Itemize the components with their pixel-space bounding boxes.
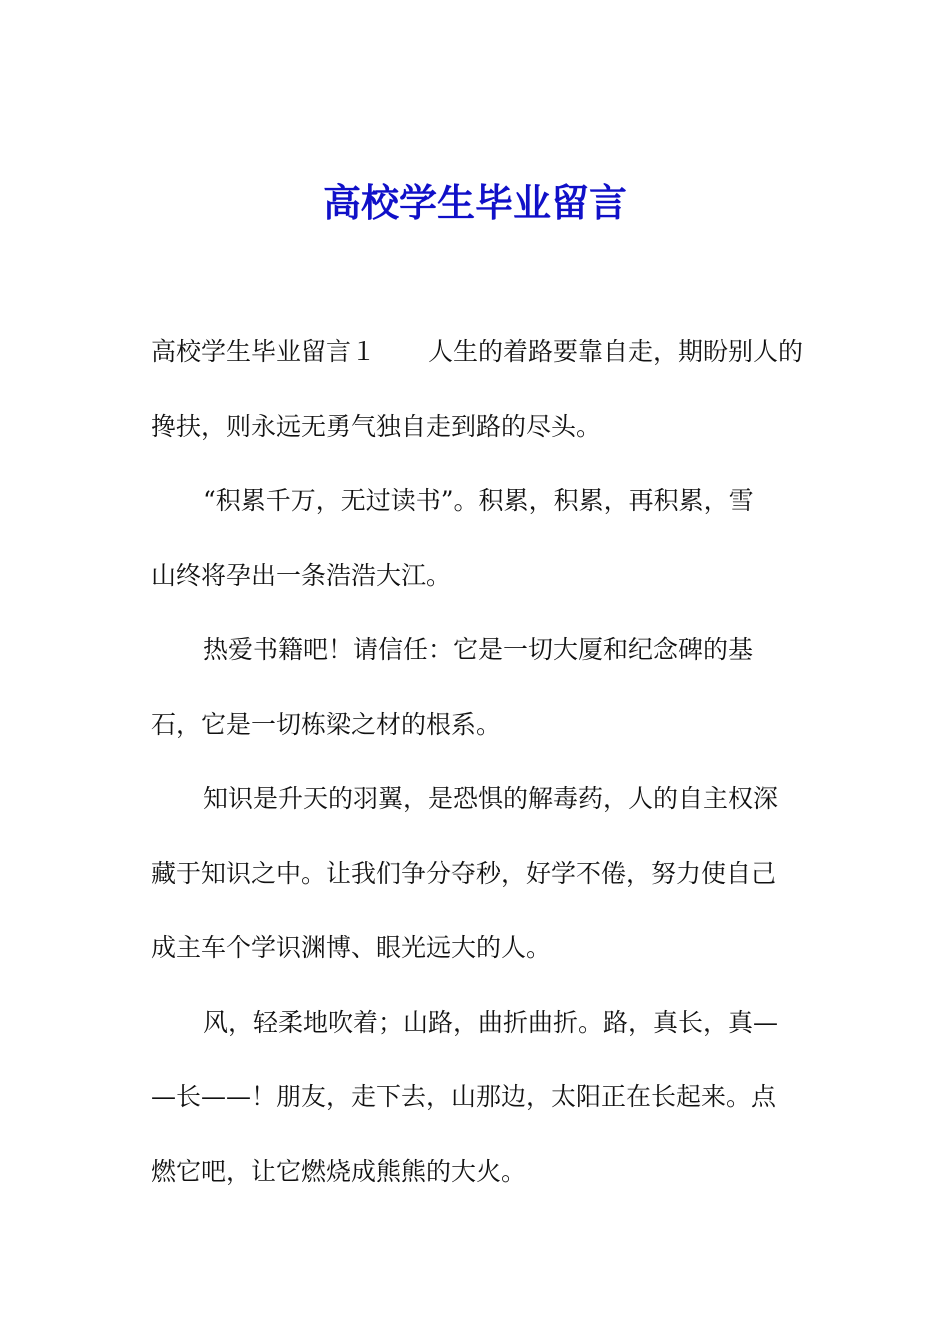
paragraph-line: 燃它吧，让它燃烧成熊熊的大火。 [151,1157,527,1186]
document-title: 高校学生毕业留言 [322,180,627,225]
paragraph-line: 热爱书籍吧！请信任：它是一切大厦和纪念碑的基 [203,635,754,664]
paragraph-line: 搀扶，则永远无勇气独自走到路的尽头。 [151,412,602,441]
paragraph-line: —长——！朋友，走下去，山那边，太阳正在长起来。点 [151,1082,777,1111]
paragraph-text: 人生的着路要靠自走，期盼别人的 [428,337,804,366]
paragraph-line: “积累千万，无过读书”。积累，积累，再积累，雪 [203,486,754,515]
paragraph-line: 石，它是一切栋梁之材的根系。 [151,710,502,739]
paragraph-line: 知识是升天的羽翼，是恐惧的解毒药，人的自主权深 [203,784,779,813]
paragraph-line: 藏于知识之中。让我们争分夺秒，好学不倦，努力使自己 [151,859,777,888]
section-heading: 高校学生毕业留言１ [151,337,377,366]
paragraph-line [151,335,803,369]
paragraph-line: 成主车个学识渊博、眼光远大的人。 [151,933,552,962]
paragraph-line: 风，轻柔地吹着；山路，曲折曲折。路，真长，真— [203,1008,779,1037]
paragraph-line: 山终将孕出一条浩浩大江。 [151,561,452,590]
